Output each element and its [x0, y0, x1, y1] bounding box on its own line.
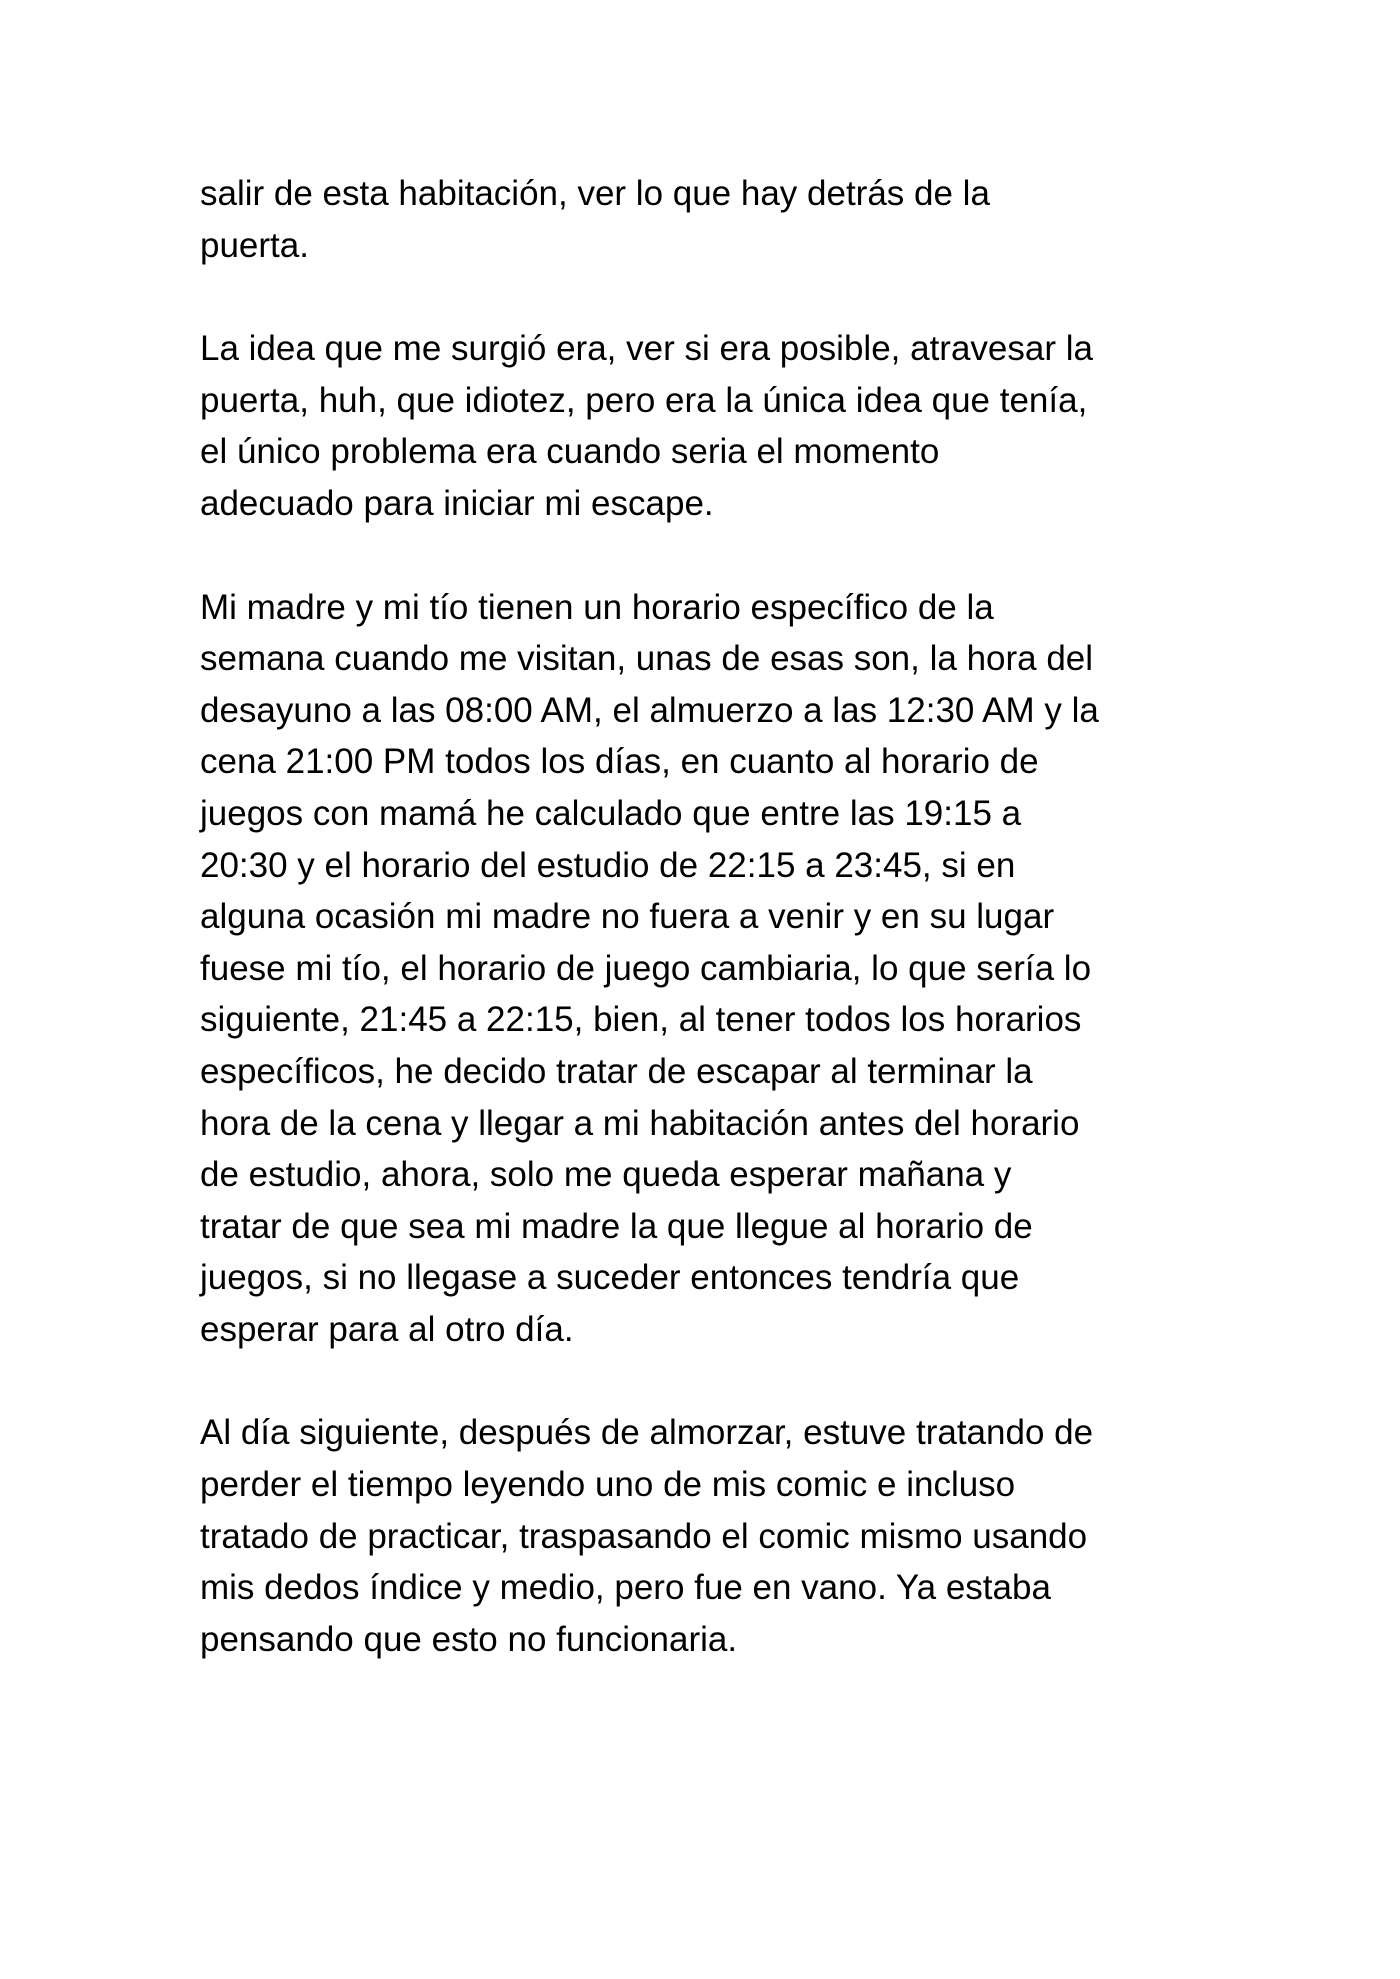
text-line: pensando que esto no funcionaria. [200, 1619, 738, 1659]
text-line: puerta, huh, que idiotez, pero era la única idea que tenía, [200, 380, 1088, 420]
text-line: salir de esta habitación, ver lo que hay detrás de la [200, 174, 990, 213]
text-line: de estudio, ahora, solo me queda esperar mañana y [200, 1155, 1012, 1195]
text-line: el único problema era cuando seria el momento [200, 432, 940, 472]
text-line: tratar de que sea mi madre la que llegue al horario de [200, 1206, 1033, 1246]
text-line: Mi madre y mi tío tienen un horario específico de la [200, 587, 994, 627]
text-line: Al día siguiente, después de almorzar, estuve tratando de [200, 1413, 1094, 1453]
text-line: adecuado para iniciar mi escape. [200, 483, 714, 523]
text-line: semana cuando me visitan, unas de esas son, la hora del [200, 639, 1094, 679]
text-line: hora de la cena y llegar a mi habitación antes del horario [200, 1103, 1080, 1143]
text-line: fuese mi tío, el horario de juego cambiaria, lo que sería lo [200, 948, 1092, 988]
text-line: siguiente, 21:45 a 22:15, bien, al tener todos los horarios [200, 1000, 1082, 1040]
text-line: desayuno a las 08:00 AM, el almuerzo a las 12:30 AM y la [200, 690, 1099, 730]
text-line: juegos con mamá he calculado que entre las 19:15 a [200, 793, 1022, 833]
paragraph-3 [200, 582, 1200, 1356]
text-line: cena 21:00 PM todos los días, en cuanto al horario de [200, 742, 1039, 782]
text-line: tratado de practicar, traspasando el comic mismo usando [200, 1516, 1088, 1556]
text-line: La idea que me surgió era, ver si era posible, atravesar la [200, 329, 1093, 369]
text-line: esperar para al otro día. [200, 1309, 574, 1349]
text-line: juegos, si no llegase a suceder entonces tendría que [200, 1258, 1020, 1298]
paragraph-4 [200, 1407, 1200, 1665]
text-line: específicos, he decido tratar de escapar al terminar la [200, 1051, 1033, 1091]
text-line: 20:30 y el horario del estudio de 22:15 a 23:45, si en [200, 845, 1016, 885]
text-line: mis dedos índice y medio, pero fue en vano. Ya estaba [200, 1568, 1051, 1608]
text-line: puerta. [200, 225, 309, 265]
text-line: alguna ocasión mi madre no fuera a venir y en su lugar [200, 897, 1055, 937]
paragraph-2 [200, 323, 1200, 529]
paragraph-1 [200, 168, 1200, 271]
document-body [200, 168, 1200, 1717]
text-line: perder el tiempo leyendo uno de mis comic e incluso [200, 1465, 1016, 1505]
